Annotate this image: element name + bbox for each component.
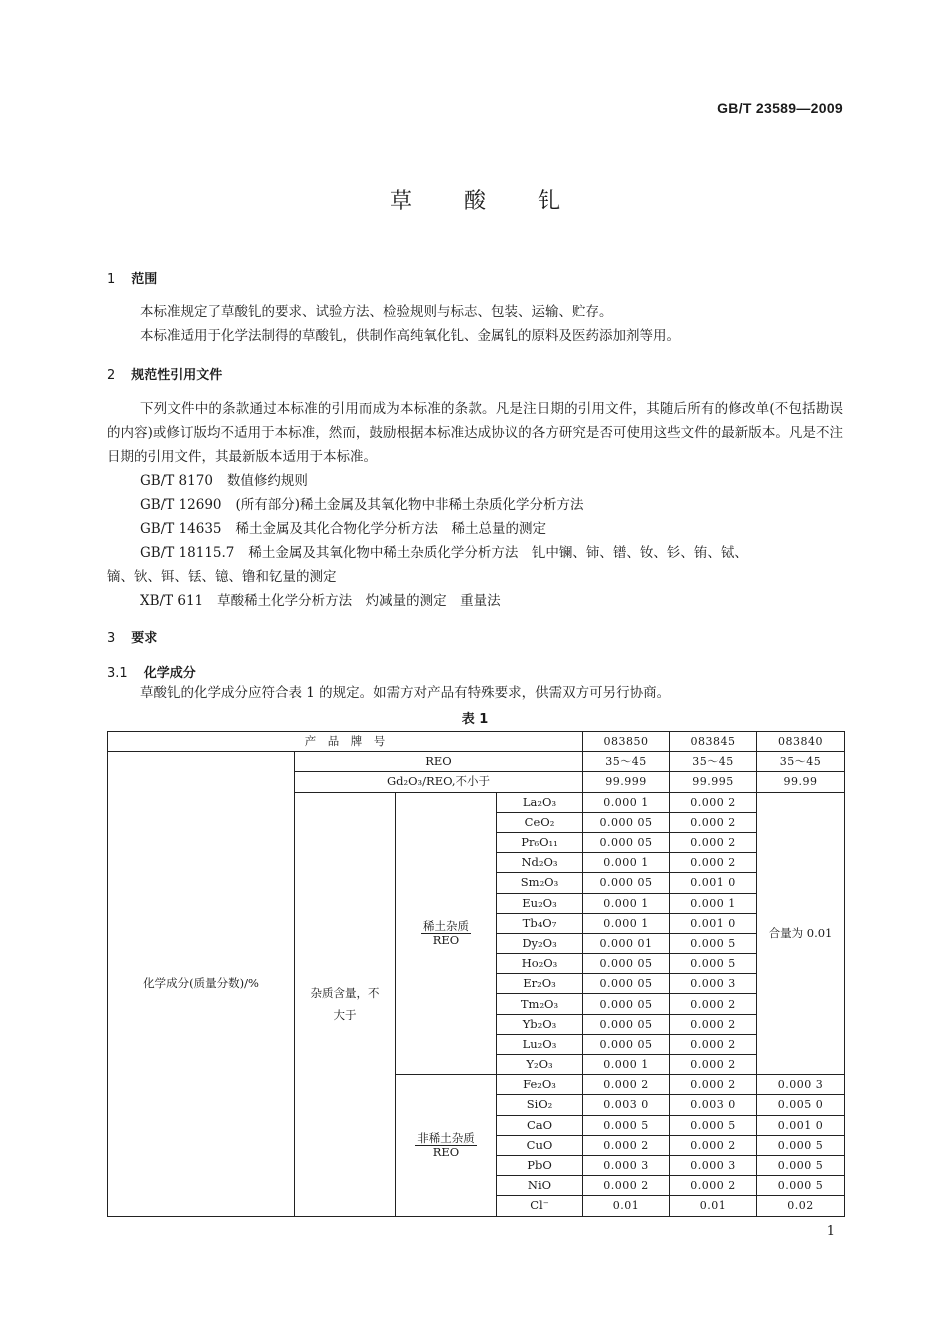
reference-code: GB/T 14635 — [140, 521, 222, 537]
impurity-name: Yb₂O₃ — [497, 1014, 583, 1034]
value-cell: 0.000 05 — [583, 994, 670, 1014]
rare-earth-impurity-label — [396, 792, 497, 1075]
section-number: 2 — [107, 368, 116, 383]
value-cell: 0.000 2 — [670, 812, 757, 832]
value-cell: 0.001 0 — [670, 873, 757, 893]
value-cell: 0.003 0 — [583, 1095, 670, 1115]
value-cell: 99.995 — [670, 772, 757, 792]
fraction-denominator: REO — [432, 932, 460, 947]
value-cell: 0.02 — [757, 1196, 845, 1216]
value-cell: 0.000 05 — [583, 812, 670, 832]
reference-code: GB/T 8170 — [140, 473, 213, 489]
impurity-name: Y₂O₃ — [497, 1055, 583, 1075]
value-cell: 99.999 — [583, 772, 670, 792]
reference-code: GB/T 18115.7 — [140, 545, 235, 561]
value-cell: 0.000 5 — [583, 1115, 670, 1135]
value-cell: 0.000 2 — [670, 1034, 757, 1054]
section-title: 化学成分 — [143, 666, 196, 681]
value-cell: 0.000 2 — [583, 1075, 670, 1095]
impurity-name: Pr₆O₁₁ — [497, 832, 583, 852]
section-3-heading — [107, 627, 157, 646]
purity-label: Gd₂O₃/REO,不小于 — [295, 772, 583, 792]
reference-item — [140, 469, 308, 493]
table-header-row — [108, 732, 845, 752]
grade-header-label: 产 品 牌 号 — [108, 732, 583, 752]
section-3-1-heading — [107, 662, 196, 681]
value-cell: 0.000 05 — [583, 954, 670, 974]
section-number: 3 — [107, 631, 116, 646]
chemical-composition-table — [107, 731, 845, 1217]
reference-title: 稀土金属及其氧化物中稀土杂质化学分析方法 钆中镧、铈、镨、钕、钐、铕、铽、 — [248, 545, 748, 561]
impurity-name: Tm₂O₃ — [497, 994, 583, 1014]
value-cell: 0.000 01 — [583, 933, 670, 953]
section-number: 1 — [107, 272, 116, 287]
value-cell: 0.005 0 — [757, 1095, 845, 1115]
impurity-name: Dy₂O₃ — [497, 933, 583, 953]
value-cell: 0.000 5 — [757, 1176, 845, 1196]
reference-item — [140, 589, 501, 613]
impurity-name: Eu₂O₃ — [497, 893, 583, 913]
value-cell: 0.000 5 — [670, 954, 757, 974]
value-cell: 0.000 2 — [670, 1135, 757, 1155]
value-cell: 99.99 — [757, 772, 845, 792]
impurity-content-label: 杂质含量，不大于 — [295, 792, 396, 1216]
section-title: 范围 — [131, 272, 158, 287]
document-title: 草酸钆 — [389, 189, 612, 214]
section-number: 3.1 — [107, 666, 128, 681]
reference-item-continuation: 镝、钬、铒、铥、镱、镥和钇量的测定 — [107, 569, 337, 585]
value-cell: 0.000 5 — [670, 933, 757, 953]
reference-item — [140, 517, 546, 541]
section-2-paragraph-1: 下列文件中的条款通过本标准的引用而成为本标准的条款。凡是注日期的引用文件，其随后所有的修改单(不包括勘误的内容)或修订版均不适用于本标准，然而，鼓励根据本标准达成协议的各方研究是否可使用这些文件的最新版本。凡是不注日期的引用文件，其最新版本适用于本标准。 — [107, 401, 843, 465]
value-cell: 0.000 05 — [583, 832, 670, 852]
section-1-paragraph-1: 本标准规定了草酸钆的要求、试验方法、检验规则与标志、包装、运输、贮存。 — [140, 304, 613, 320]
table-row — [108, 752, 845, 772]
section-title: 要求 — [131, 631, 158, 646]
value-cell: 0.000 05 — [583, 873, 670, 893]
section-3-1-paragraph: 草酸钆的化学成分应符合表 1 的规定。如需方对产品有特殊要求，供需双方可另行协商。 — [140, 685, 671, 701]
value-cell: 0.000 2 — [583, 1135, 670, 1155]
non-rare-earth-impurity-label — [396, 1075, 497, 1216]
value-cell: 0.000 5 — [757, 1155, 845, 1175]
value-cell: 0.000 05 — [583, 1034, 670, 1054]
value-cell: 0.000 05 — [583, 1014, 670, 1034]
value-cell: 0.000 2 — [670, 1075, 757, 1095]
value-cell: 0.01 — [583, 1196, 670, 1216]
reference-item — [140, 541, 843, 565]
reference-item — [140, 493, 584, 517]
standard-code: GB/T 23589—2009 — [717, 100, 843, 116]
impurity-name: CaO — [497, 1115, 583, 1135]
fraction-numerator: 稀土杂质 — [423, 918, 469, 933]
value-cell: 0.000 3 — [757, 1075, 845, 1095]
value-cell: 0.001 0 — [670, 913, 757, 933]
value-cell: 0.000 1 — [583, 893, 670, 913]
value-cell: 35～45 — [757, 752, 845, 772]
value-cell: 0.000 2 — [670, 1014, 757, 1034]
page-number: 1 — [826, 1224, 835, 1239]
grade-cell: 083845 — [670, 732, 757, 752]
value-cell: 0.000 1 — [670, 893, 757, 913]
impurity-name: Nd₂O₃ — [497, 853, 583, 873]
value-cell: 0.000 1 — [583, 1055, 670, 1075]
impurity-name: NiO — [497, 1176, 583, 1196]
value-cell: 0.000 1 — [583, 913, 670, 933]
impurity-name: Ho₂O₃ — [497, 954, 583, 974]
fraction-denominator: REO — [432, 1144, 460, 1159]
impurity-name: Fe₂O₃ — [497, 1075, 583, 1095]
reo-label: REO — [295, 752, 583, 772]
value-cell: 0.000 1 — [583, 792, 670, 812]
value-cell: 0.000 05 — [583, 974, 670, 994]
impurity-name: Tb₄O₇ — [497, 913, 583, 933]
impurity-name: Lu₂O₃ — [497, 1034, 583, 1054]
impurity-name: CuO — [497, 1135, 583, 1155]
value-cell: 0.000 5 — [757, 1135, 845, 1155]
section-title: 规范性引用文件 — [131, 368, 223, 383]
value-cell: 0.000 2 — [670, 994, 757, 1014]
impurity-name: Sm₂O₃ — [497, 873, 583, 893]
value-cell: 0.000 1 — [583, 853, 670, 873]
value-cell: 0.000 2 — [670, 832, 757, 852]
grade-cell: 083850 — [583, 732, 670, 752]
impurity-name: PbO — [497, 1155, 583, 1175]
fraction-numerator: 非稀土杂质 — [417, 1130, 475, 1145]
impurity-name: CeO₂ — [497, 812, 583, 832]
reference-code: XB/T 611 — [140, 593, 204, 609]
reference-title: (所有部分)稀土金属及其氧化物中非稀土杂质化学分析方法 — [235, 497, 584, 513]
section-1-paragraph-2: 本标准适用于化学法制得的草酸钆，供制作高纯氧化钆、金属钆的原料及医药添加剂等用。 — [140, 328, 680, 344]
value-cell: 0.000 5 — [670, 1115, 757, 1135]
value-cell: 0.000 3 — [670, 974, 757, 994]
reference-code: GB/T 12690 — [140, 497, 222, 513]
value-cell: 0.001 0 — [757, 1115, 845, 1135]
rare-earth-total-cell: 合量为 0.01 — [757, 792, 845, 1075]
grade-cell: 083840 — [757, 732, 845, 752]
reference-title: 稀土金属及其化合物化学分析方法 稀土总量的测定 — [235, 521, 546, 537]
impurity-name: SiO₂ — [497, 1095, 583, 1115]
table-caption: 表 1 — [461, 712, 489, 727]
value-cell: 0.003 0 — [670, 1095, 757, 1115]
section-2-heading — [107, 364, 222, 383]
reference-title: 草酸稀土化学分析方法 灼减量的测定 重量法 — [217, 593, 501, 609]
section-1-heading — [107, 268, 157, 287]
impurity-name: Cl⁻ — [497, 1196, 583, 1216]
impurity-name: La₂O₃ — [497, 792, 583, 812]
value-cell: 0.000 2 — [670, 853, 757, 873]
value-cell: 0.000 3 — [583, 1155, 670, 1175]
composition-group-label: 化学成分(质量分数)/% — [108, 752, 295, 1216]
value-cell: 0.000 2 — [670, 792, 757, 812]
value-cell: 35～45 — [670, 752, 757, 772]
value-cell: 0.01 — [670, 1196, 757, 1216]
value-cell: 0.000 2 — [670, 1176, 757, 1196]
reference-title: 数值修约规则 — [226, 473, 308, 489]
value-cell: 0.000 2 — [583, 1176, 670, 1196]
impurity-name: Er₂O₃ — [497, 974, 583, 994]
value-cell: 0.000 2 — [670, 1055, 757, 1075]
value-cell: 35～45 — [583, 752, 670, 772]
value-cell: 0.000 3 — [670, 1155, 757, 1175]
